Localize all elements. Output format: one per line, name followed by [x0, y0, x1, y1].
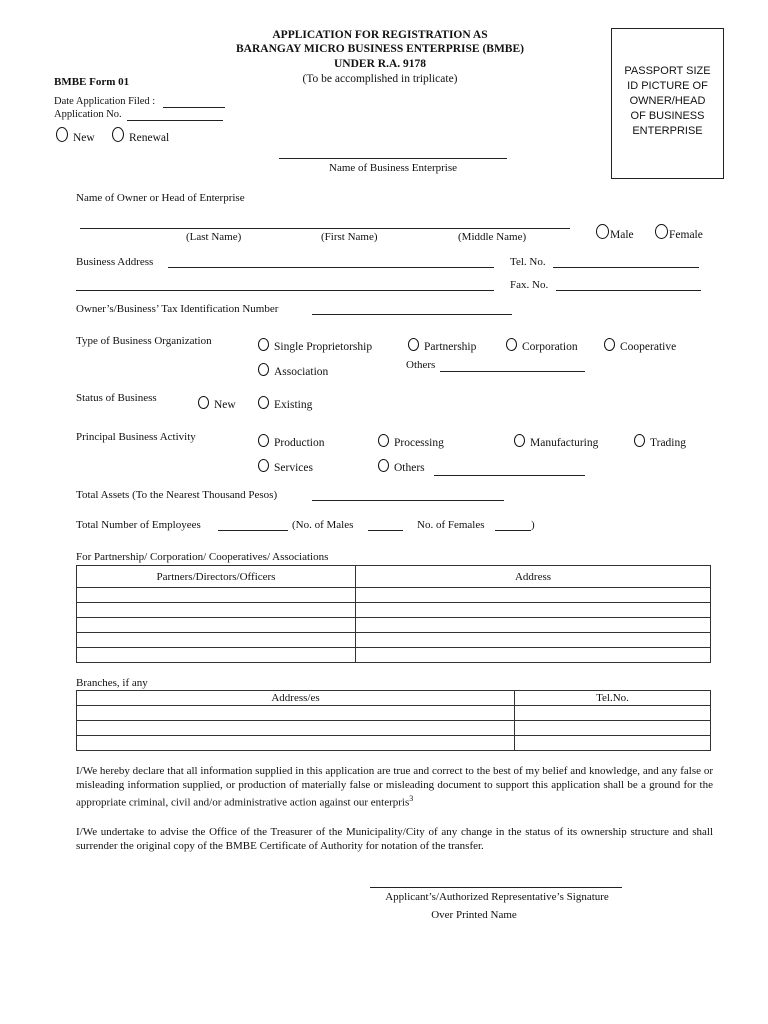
partners-header: Partners/Directors/Officers: [77, 566, 356, 588]
radio-icon[interactable]: [506, 338, 517, 351]
signature-label: Applicant’s/Authorized Representative’s Signature: [385, 891, 609, 903]
activity-manufacturing[interactable]: Manufacturing: [514, 434, 598, 449]
tel-no-header: Tel.No.: [515, 691, 711, 706]
status-existing[interactable]: Existing: [258, 396, 312, 411]
male-option[interactable]: Male: [596, 224, 634, 241]
activity-others-line[interactable]: [434, 475, 585, 476]
business-address-label: Business Address: [76, 256, 154, 268]
footnote-marker: 3: [409, 794, 414, 803]
status-new[interactable]: New: [198, 396, 236, 411]
radio-icon[interactable]: [604, 338, 615, 351]
org-association[interactable]: Association: [258, 363, 328, 378]
no-males-line[interactable]: [368, 530, 403, 531]
total-employees-line[interactable]: [218, 530, 288, 531]
org-corporation[interactable]: Corporation: [506, 338, 578, 353]
table-row: [77, 721, 711, 736]
application-no-label: Application No.: [54, 109, 122, 120]
no-males-label: (No. of Males: [292, 519, 354, 531]
photo-box: PASSPORT SIZE ID PICTURE OF OWNER/HEAD OF BUSINESS ENTERPRISE: [611, 28, 724, 179]
signature-line[interactable]: [370, 887, 622, 888]
activity-others[interactable]: Others: [378, 459, 425, 474]
branches-table-label: Branches, if any: [76, 677, 148, 689]
first-name-label: (First Name): [321, 231, 378, 243]
address-header: Address: [356, 566, 711, 588]
radio-icon[interactable]: [655, 224, 668, 239]
radio-icon[interactable]: [258, 459, 269, 472]
form-number: BMBE Form 01: [54, 76, 130, 88]
title-line-3: UNDER R.A. 9178: [334, 58, 426, 70]
fax-no-line[interactable]: [556, 290, 701, 291]
radio-icon[interactable]: [378, 459, 389, 472]
addresses-header: Address/es: [77, 691, 515, 706]
no-females-label: No. of Females: [417, 519, 485, 531]
radio-icon[interactable]: [258, 434, 269, 447]
org-single-proprietorship[interactable]: Single Proprietorship: [258, 338, 372, 353]
radio-icon[interactable]: [258, 396, 269, 409]
radio-icon[interactable]: [634, 434, 645, 447]
activity-label: Principal Business Activity: [76, 431, 196, 443]
owner-name-line[interactable]: [80, 228, 570, 229]
title-line-2: BARANGAY MICRO BUSINESS ENTERPRISE (BMBE): [236, 43, 524, 55]
table-row: [77, 588, 711, 603]
title-line-1: APPLICATION FOR REGISTRATION AS: [272, 29, 488, 41]
activity-services[interactable]: Services: [258, 459, 313, 474]
declaration-paragraph-2: I/We undertake to advise the Office of the Treasurer of the Municipality/City of any change in the status of its ownership structure and shall surrender the original copy of the BMBE Certificate of Authority for notation of the transfer.: [76, 826, 713, 852]
close-paren: ): [531, 519, 535, 531]
no-females-line[interactable]: [495, 530, 531, 531]
radio-icon[interactable]: [198, 396, 209, 409]
middle-name-label: (Middle Name): [458, 231, 527, 243]
business-name-label: Name of Business Enterprise: [329, 162, 457, 174]
org-partnership[interactable]: Partnership: [408, 338, 476, 353]
last-name-label: (Last Name): [186, 231, 242, 243]
radio-icon[interactable]: [258, 363, 269, 376]
table-row: [77, 603, 711, 618]
activity-production[interactable]: Production: [258, 434, 324, 449]
status-label: Status of Business: [76, 392, 157, 404]
partners-table-label: For Partnership/ Corporation/ Cooperatives/ Associations: [76, 551, 329, 563]
partners-table: [76, 565, 711, 663]
activity-trading[interactable]: Trading: [634, 434, 686, 449]
declaration-paragraph-1: I/We hereby declare that all information supplied in this application are true and correct to the best of my belief and knowledge, and any false or misleading information supplied, or production of materially false or misleading document to support this application shall be a ground for the appropriate criminal, civil and/or administrative action against our enterpris$^3$: [76, 765, 713, 809]
tel-no-label: Tel. No.: [510, 256, 546, 268]
date-filed-label: Date Application Filed :: [54, 96, 156, 107]
org-others-label: Others: [406, 359, 436, 371]
tin-line[interactable]: [312, 314, 512, 315]
branches-table: [76, 690, 711, 751]
total-employees-label: Total Number of Employees: [76, 519, 201, 531]
tin-label: Owner’s/Business’ Tax Identification Number: [76, 303, 279, 315]
business-address-line[interactable]: [168, 267, 494, 268]
fax-no-label: Fax. No.: [510, 279, 549, 291]
org-type-label: Type of Business Organization: [76, 335, 212, 347]
printed-name-label: Over Printed Name: [431, 909, 517, 921]
org-others-line[interactable]: [440, 371, 585, 372]
radio-icon[interactable]: [596, 224, 609, 239]
business-name-line[interactable]: [279, 158, 507, 159]
business-address-line-2[interactable]: [76, 290, 494, 291]
renewal-option[interactable]: Renewal: [112, 127, 169, 144]
radio-icon[interactable]: [258, 338, 269, 351]
table-row: [77, 736, 711, 751]
activity-processing[interactable]: Processing: [378, 434, 444, 449]
table-row: [77, 633, 711, 648]
radio-icon[interactable]: [112, 127, 124, 142]
owner-label: Name of Owner or Head of Enterprise: [76, 192, 245, 204]
table-row: [77, 618, 711, 633]
table-row: [77, 648, 711, 663]
new-option[interactable]: New: [56, 127, 95, 144]
subtitle: (To be accomplished in triplicate): [302, 73, 458, 85]
radio-icon[interactable]: [378, 434, 389, 447]
application-no-line[interactable]: [127, 120, 223, 121]
radio-icon[interactable]: [514, 434, 525, 447]
female-option[interactable]: Female: [655, 224, 703, 241]
radio-icon[interactable]: [56, 127, 68, 142]
total-assets-label: Total Assets (To the Nearest Thousand Pesos): [76, 489, 278, 501]
date-filed-line[interactable]: [163, 107, 225, 108]
total-assets-line[interactable]: [312, 500, 504, 501]
tel-no-line[interactable]: [553, 267, 699, 268]
radio-icon[interactable]: [408, 338, 419, 351]
org-cooperative[interactable]: Cooperative: [604, 338, 676, 353]
table-row: [77, 706, 711, 721]
